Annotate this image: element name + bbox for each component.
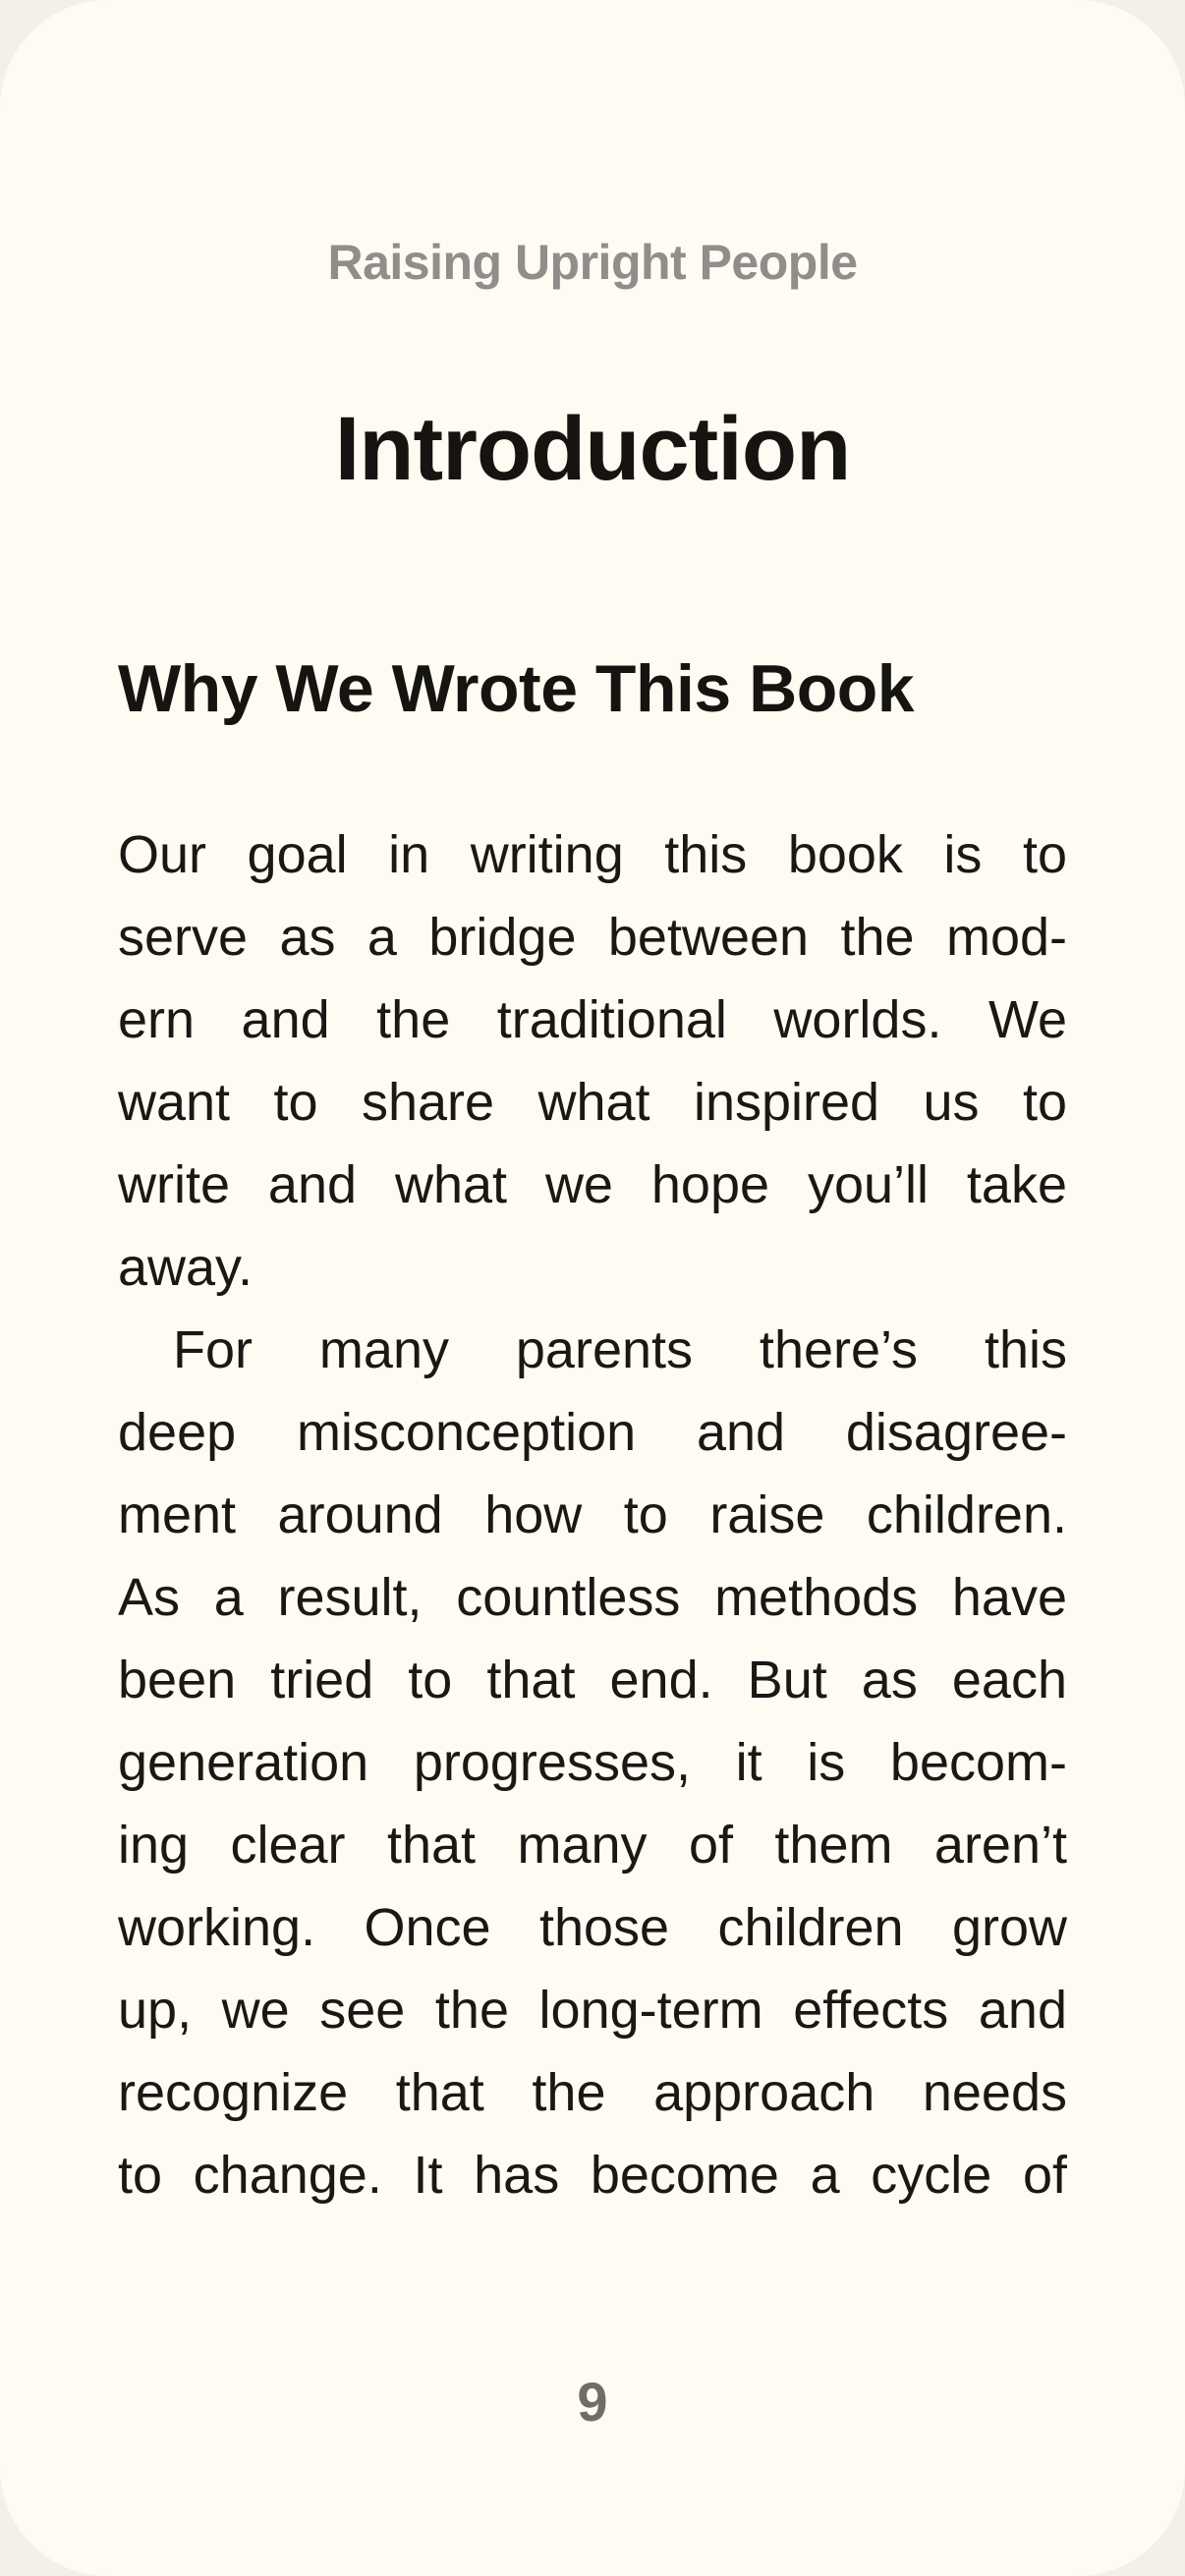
- page-number: 9: [577, 2371, 608, 2433]
- chapter-title: Introduction: [334, 399, 851, 499]
- text-line: away.: [118, 1238, 254, 1297]
- text-line: been tried to that end. But as each: [118, 1651, 1067, 1709]
- text-line: ern and the traditional worlds. We: [118, 990, 1067, 1049]
- text-line: serve as a bridge between the mod-: [118, 908, 1067, 967]
- body-text: [118, 813, 1067, 2216]
- text-line: want to share what inspired us to: [118, 1073, 1067, 1132]
- text-line: to change. It has become a cycle of: [118, 2146, 1067, 2205]
- text-line: recognize that the approach needs: [118, 2063, 1067, 2122]
- section-heading: Why We Wrote This Book: [118, 651, 915, 726]
- text-line: ing clear that many of them aren’t: [118, 1816, 1067, 1875]
- text-line: For many parents there’s this: [173, 1320, 1067, 1379]
- text-line: generation progresses, it is becom-: [118, 1733, 1067, 1792]
- book-title: Raising Upright People: [327, 235, 858, 290]
- text-line: Our goal in writing this book is to: [118, 825, 1067, 884]
- text-line: ment around how to raise children.: [118, 1485, 1067, 1544]
- text-line: As a result, countless methods have: [118, 1568, 1067, 1627]
- text-line: working. Once those children grow: [118, 1898, 1067, 1957]
- text-line: write and what we hope you’ll take: [118, 1155, 1067, 1214]
- text-line: up, we see the long-term effects and: [118, 1981, 1067, 2040]
- text-line: deep misconception and disagree-: [118, 1403, 1067, 1462]
